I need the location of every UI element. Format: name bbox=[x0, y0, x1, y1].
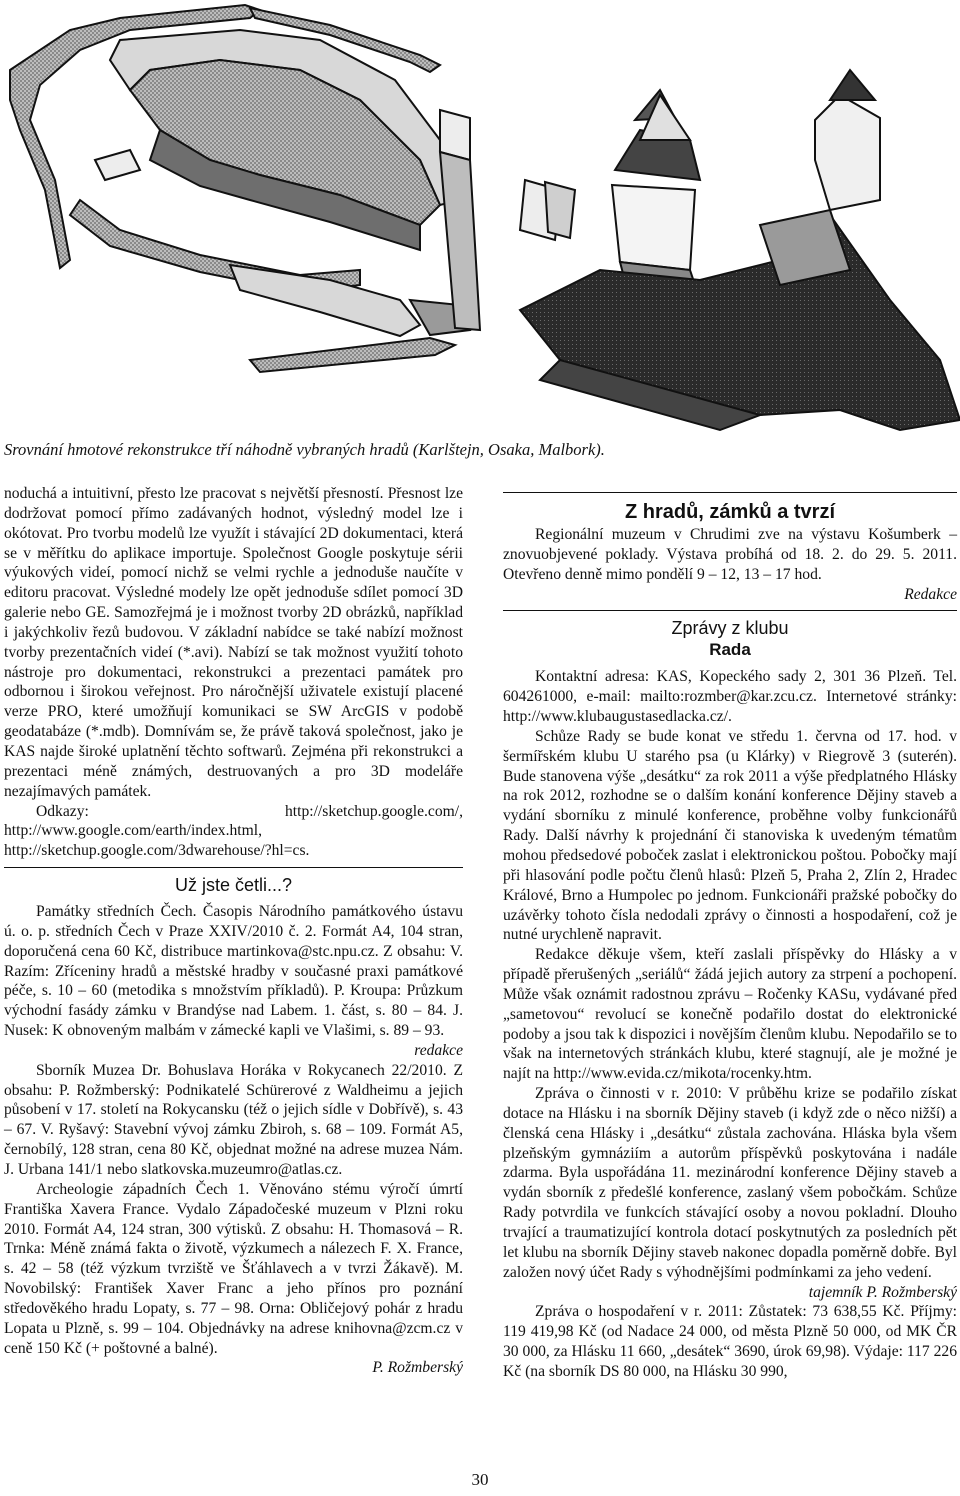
book-review-1: Památky středních Čech. Časopis Národního památkového ústavu ú. o. p. středních Čech v Praze XXIV/2010 č. 2. Formát A4, 104 stran, doporučená cena 60 Kč, distribuce martinkova@stc.npu.cz. Z obsahu: V. Razím: Zříceniny hradů a městské hradby v současné praxi památkové péče, s. 10 – 60 (metodika s množstvím příkladů). P. Kroupa: Průzkum východní fasády zámku v Brandýse nad Labem. 1. část, s. 80 – 84. J. Nusek: K obnoveným malbám v zámecké kapli ve Vlašimi, s. 89 – 93. bbox=[4, 903, 463, 1040]
exhibition-notice: Regionální muzeum v Chrudimi zve na výstavu Košumberk – znovuobjevené poklady. Výstava probíhá od 18. 2. do 29. 5. 2011. Otevřeno denně mimo pondělí 9 – 12, 13 – 17 hod. bbox=[503, 526, 957, 583]
book-review-3-signature: P. Rožmberský bbox=[372, 1359, 463, 1377]
page-number: 30 bbox=[471, 1470, 489, 1489]
exhibition-signature: Redakce bbox=[904, 585, 957, 603]
thanks-paragraph: Redakce děkuje všem, kteří zaslali příspěvky do Hlásky a v případě přerušených „seriálů“ žádá jejich autory za strpení a pochopení. Může však oznámit radostnou zprávu – Ročenky KASu, vydávané před „sametovou“ revolucí se konečně podařilo dostat do elektronické podoby a jsou tak k dispozici i novějším členům klubu. Nepodařilo se to však na internetových stránkách klubu, které stagnují, ale je možné je najít na http://www.evida.cz/mikota/rocenky.htm. bbox=[503, 946, 957, 1083]
section-heading-club-news: Zprávy z klubu bbox=[671, 618, 789, 639]
finance-report-paragraph: Zpráva o hospodaření v r. 2011: Zůstatek: 73 638,55 Kč. Příjmy: 119 419,98 Kč (od Nadace 24 000, od města Plzně 50 000, od MK ČR 30 000, za Hlásku 11 660, „desátek“ 3690, úrok 69,98). Výdaje: 117 226 Kč (na sborník DS 80 000, na Hlásku 30 990, bbox=[503, 1303, 957, 1380]
article-paragraph: noduchá a intuitivní, přesto lze pracovat s největší přesností. Přesnost lze dodržovat pomocí přímo zadávaných hodnot, výsledný model lze i okótovat. Pro tvorbu modelů lze využít i stávající 2D dokumentaci, která se v měřítku do aplikace importuje. Společnost Google poskytuje sérii výukových videí, pomocí nichž se velmi rychle a jednoduše naučíte v editoru pracovat. Výsledné modely lze opět jednoduše sdílet pomocí 3D galerie nebo GE. Samozřejmá je i možnost tvorby 2D obrázků, například i jakýchkoliv řezů budovou. V základní nabídce se také nabízí možnost tvorby prezentačních videí (*.avi). Nabízí se tak možnost využití tohoto nástroje pro dokumentaci, rekonstrukci a prezentaci památek pro odbornou i širokou veřejnost. Pro náročnější uživatele existují placené verze PRO, které umožňují komunikaci se SW ArcGIS v podobě geodatabáze (*.mdb). Domnívám se, že právě taková společnost, jako je KAS najde široké uplatnění těchto softwarů. Zejména při rekonstrukci a prezentaci méně známých, destruovaných a pro 3D modeláře nezajímavých památek. bbox=[4, 485, 463, 800]
section-heading-castles: Z hradů, zámků a tvrzí bbox=[624, 501, 836, 523]
right-column bbox=[503, 492, 957, 1382]
activity-report-signature: tajemník P. Rožmberský bbox=[808, 1283, 957, 1301]
subsection-heading-board: Rada bbox=[709, 640, 751, 660]
book-review-3: Archeologie západních Čech 1. Věnováno stému výročí úmrtí Františka Xavera France. Vydalo Západočeské muzeum v Plzni roku 2010. Formát A4, 124 stran, 300 výtisků. Z obsahu: H. Thomasová – R. Trnka: Méně známá fakta o životě, výzkumech a nálezech F. X. France, s. 42 – 58 (též výzkum tvrziště ve Šťáhlavech a v tvrzi Žákavě). M. Novobilský: František Xaver Franc a jeho přínos pro poznání středověkého hradu Lopaty, s. 77 – 98. Orna: Obličejový pohár z hradu Lopata u Plzně, s. 99 – 104. Objednávky na adrese knihovna@zcm.cz v ceně 150 Kč (+ poštovné a balné). bbox=[4, 1180, 463, 1357]
castle-reconstruction-image bbox=[0, 0, 960, 470]
links-paragraph: Odkazy: http://sketchup.google.com/, http://www.google.com/earth/index.html, http://sketchup.google.com/3dwarehouse/?hl=cs. bbox=[4, 802, 463, 860]
left-column bbox=[4, 484, 463, 1378]
activity-report-paragraph: Zpráva o činnosti v r. 2010: V průběhu krize se podařilo získat dotace na Hlásku i na sborník Dějiny staveb (i když zde o něco nižší) a členská cena Hlásky i „desátku“ zůstala zachována. Hláska byla všem plzeňským gymnáziím a autorům příspěvků poskytována i nadále zdarma. Byla uspořádána 11. mezinárodní konference Dějiny staveb a vydán sborník z předešlé konference, zaslaný všem pobočkám. Schůze Rady potvrdila ve funkcích stávající osoby a novou pokladní. Dlouho trvající a traumatizující kontrola dotací poskytnutých za posledních pět let klubu na sborník Dějiny staveb nakonec dopadla poměrně dobře. Byl založen nový účet Rady s výhodnějšími podmínkami za jeho vedení. bbox=[503, 1085, 957, 1281]
osaka-model bbox=[612, 90, 700, 300]
meeting-paragraph: Schůze Rady se bude konat ve středu 1. června od 17. hod. v šermířském klubu U starého psa (u Klárky) v Riegrově 3 (suterén). Bude stanovena výše „desátku“ za rok 2011 a výše předplatného Hlásky na rok 2012, rozhodne se o dalším konání konference Dějiny staveb a vydání sborníku z minulé konference, proběhne volby funkcionářů Rady. Další návrhy k projednání či stanoviska k uvedeným tématům mohou předsedové poboček zaslat i elektronickou poštou. Pobočky mají při hlasování podle počtu členů hlasů: Plzeň 5, Praha 2, Zlín 2, Hradec Králové, Brno a Humpolec po jednom. Funkcionáři pražské pobočky do uzávěrky tohoto čísla nedodali zprávy o činnosti a hospodaření, což je nutné urychleně napravit. bbox=[503, 727, 957, 944]
book-review-1-signature: redakce bbox=[414, 1041, 463, 1059]
book-review-2: Sborník Muzea Dr. Bohuslava Horáka v Rokycanech 22/2010. Z obsahu: P. Rožmberský: Podnikatelé Schürerové z Waldheimu a jejich působení v 17. století na Rokycansku (též o jejich sídle v Dobřívě), s. 43 – 67. V. Ryšavý: Stavební vývoj zámku Zbiroh, s. 68 – 109. Formát A5, černobílý, 128 stran, cena 80 Kč, objednat možné na adrese muzea Nám. J. Urbana 141/1 nebo slatkovska.muzeumro@atlas.cz. bbox=[4, 1061, 463, 1178]
karlstejn-model bbox=[520, 70, 960, 430]
figure-caption: Srovnání hmotové rekonstrukce tří náhodně vybraných hradů (Karlštejn, Osaka, Malbork). bbox=[4, 440, 605, 459]
castle-models-illustration bbox=[0, 0, 960, 440]
section-heading-did-you-read: Už jste četli...? bbox=[174, 875, 293, 896]
contact-paragraph: Kontaktní adresa: KAS, Kopeckého sady 2, 301 36 Plzeň. Tel. 604261000, e-mail: mailto:rozmber@kar.zcu.cz. Internetové stránky: http://www.klubaugustasedlacka.cz/. bbox=[503, 668, 957, 726]
malbork-model bbox=[10, 5, 575, 372]
